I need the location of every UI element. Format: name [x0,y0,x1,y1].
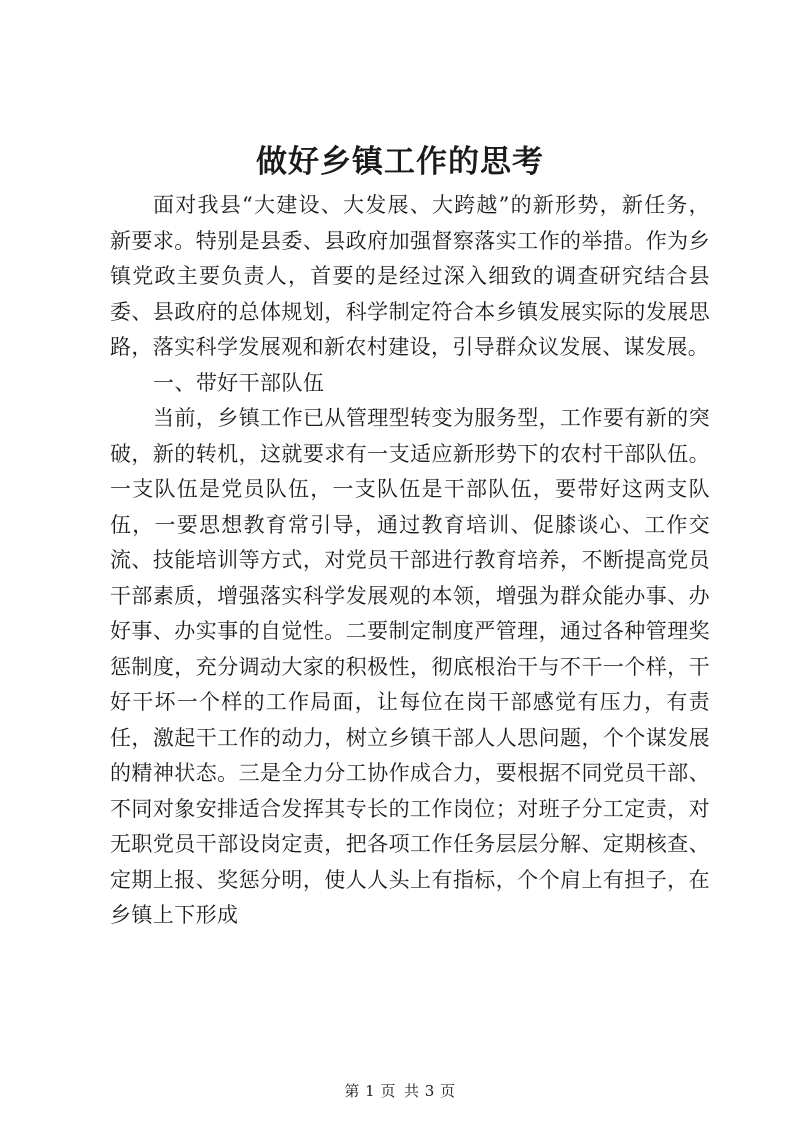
document-title: 做好乡镇工作的思考 [256,144,544,180]
document-body [110,188,710,934]
page-number: 第 1 页 [344,1082,396,1100]
paragraph-cadre-team: 当前，乡镇工作已从管理型转变为服务型，工作要有新的突破，新的转机，这就要求有一支适应新形势下的农村干部队伍。一支队伍是党员队伍，一支队伍是干部队伍，要带好这两支队伍，一要思想教育常引导，通过教育培训、促膝谈心、工作交流、技能培训等方式，对党员干部进行教育培养，不断提高党员干部素质，增强落实科学发展观的本领，增强为群众能办事、办好事、办实事的自觉性。二要制定制度严管理，通过各种管理奖惩制度，充分调动大家的积极性，彻底根治干与不干一个样，干好干坏一个样的工作局面，让每位在岗干部感觉有压力，有责任，激起干工作的动力，树立乡镇干部人人思问题，个个谋发展的精神状态。三是全力分工协作成合力，要根据不同党员干部、不同对象安排适合发挥其专长的工作岗位；对班子分工定责，对无职党员干部设岗定责，把各项工作任务层层分解、定期核查、定期上报、奖惩分明，使人人头上有指标，个个肩上有担子，在乡镇上下形成 [110,406,710,927]
page-total: 共 3 页 [404,1082,456,1100]
paragraph-intro: 面对我县“大建设、大发展、大跨越”的新形势，新任务，新要求。特别是县委、县政府加强督察落实工作的举措。作为乡镇党政主要负责人，首要的是经过深入细致的调查研究结合县委、县政府的总体规划，科学制定符合本乡镇发展实际的发展思路，落实科学发展观和新农村建设，引导群众议发展、谋发展。 [110,193,710,359]
section-heading: 一、带好干部队伍 [153,370,325,395]
page-footer [0,1081,800,1101]
